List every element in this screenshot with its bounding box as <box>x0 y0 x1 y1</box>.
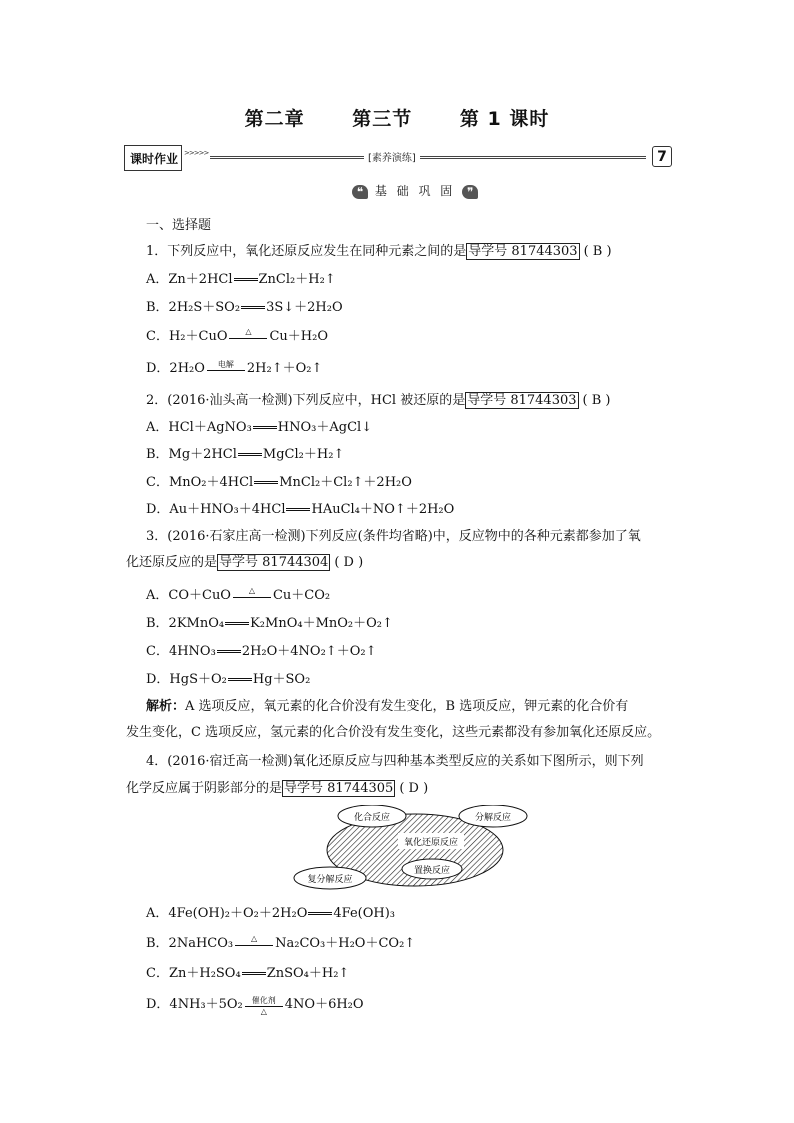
combination-label: 化合反应 <box>353 813 391 823</box>
q4-option-b: B．2NaHCO₃ △ Na₂CO₃＋H₂O＋CO₂↑ <box>146 933 416 951</box>
question-2 <box>146 389 611 408</box>
reaction-type-venn-diagram <box>290 805 530 890</box>
section-label: 第三节 <box>352 108 413 130</box>
question-1 <box>146 240 612 259</box>
lesson-label: 第 1 课时 <box>459 108 550 130</box>
q2-option-d: D．Au＋HNO₃＋4HCl HAuCl₄＋NO↑＋2H₂O <box>146 502 455 517</box>
banner-arrows: >>>>> <box>184 149 209 157</box>
banner-number: 7 <box>652 146 672 167</box>
q3-option-b: B．2KMnO₄ K₂MnO₄＋MnO₂＋O₂↑ <box>146 616 393 631</box>
q1-option-a: A．Zn＋2HCl ZnCl₂＋H₂↑ <box>146 272 336 287</box>
q2-option-b: B．Mg＋2HCl MgCl₂＋H₂↑ <box>146 447 345 462</box>
q2-option-a: A．HCl＋AgNO₃ HNO₃＋AgCl↓ <box>146 420 373 435</box>
section-heading <box>352 182 478 199</box>
close-quote-icon: ❞ <box>462 185 478 199</box>
q3-option-c: C．4HNO₃ 2H₂O＋4NO₂↑＋O₂↑ <box>146 644 377 659</box>
q3-answer: ( D ) <box>334 555 364 570</box>
q2-stem: 2．(2016·汕头高一检测)下列反应中，HCl 被还原的是 <box>146 393 466 408</box>
section-label: 基 础 巩 固 <box>374 184 456 198</box>
question-3-line-2: 化还原反应的是 导学号 81744304 ( D ) <box>126 555 364 570</box>
q3-code: 导学号 81744304 <box>219 555 329 570</box>
q4-option-a: A．4Fe(OH)₂＋O₂＋2H₂O 4Fe(OH)₃ <box>146 906 395 921</box>
q1-stem: 1．下列反应中，氧化还原反应发生在同种元素之间的是 <box>146 244 467 259</box>
question-3-line-1: 3．(2016·石家庄高一检测)下列反应(条件均省略)中，反应物中的各种元素都参加了氧 <box>146 529 641 544</box>
q2-option-c: C．MnO₂＋4HCl MnCl₂＋Cl₂↑＋2H₂O <box>146 475 412 490</box>
banner-middle-label: [素养演练] <box>364 149 420 164</box>
double-displacement-label: 复分解反应 <box>307 875 353 885</box>
q1-option-d: D．2H₂O 电解 2H₂↑＋O₂↑ <box>146 359 323 376</box>
displacement-label: 置换反应 <box>413 866 451 876</box>
homework-banner <box>124 145 672 173</box>
q4-code: 导学号 81744305 <box>284 781 394 796</box>
q2-answer: ( B ) <box>582 393 611 408</box>
part-heading: 一、选择题 <box>146 218 212 233</box>
banner-divider <box>210 156 646 159</box>
question-4-line-1: 4．(2016·宿迁高一检测)氧化还原反应与四种基本类型反应的关系如下图所示，则下列 <box>146 754 644 769</box>
decomposition-label: 分解反应 <box>474 813 512 823</box>
q4-option-d: D．4NH₃＋5O₂ 催化剂 △ 4NO＋6H₂O <box>146 995 364 1016</box>
q4-option-c: C．Zn＋H₂SO₄ ZnSO₄＋H₂↑ <box>146 966 350 981</box>
q2-code: 导学号 81744303 <box>467 393 577 408</box>
q1-code: 导学号 81744303 <box>468 244 578 259</box>
q1-answer: ( B ) <box>583 244 612 259</box>
chapter-label: 第二章 <box>244 108 305 130</box>
redox-label: 氧化还原反应 <box>403 838 459 848</box>
q3-analysis-line-2: 发生变化，C 选项反应，氢元素的化合价没有发生变化，这些元素都没有参加氧化还原反应。 <box>126 725 661 740</box>
open-quote-icon: ❝ <box>352 185 368 199</box>
q4-answer: ( D ) <box>399 781 429 796</box>
q1-option-c: C．H₂＋CuO △ Cu＋H₂O <box>146 326 329 344</box>
banner-label: 课时作业 <box>124 145 182 171</box>
question-4-line-2: 化学反应属于阴影部分的是 导学号 81744305 ( D ) <box>126 781 429 796</box>
q3-option-d: D．HgS＋O₂ Hg＋SO₂ <box>146 672 311 687</box>
q1-option-b: B．2H₂S＋SO₂ 3S↓＋2H₂O <box>146 300 343 315</box>
q3-analysis-line-1: 解析：A 选项反应，氧元素的化合价没有发生变化，B 选项反应，钾元素的化合价有 <box>146 699 629 714</box>
page-title <box>0 104 794 131</box>
q3-option-a: A．CO＋CuO △ Cu＋CO₂ <box>146 585 331 603</box>
